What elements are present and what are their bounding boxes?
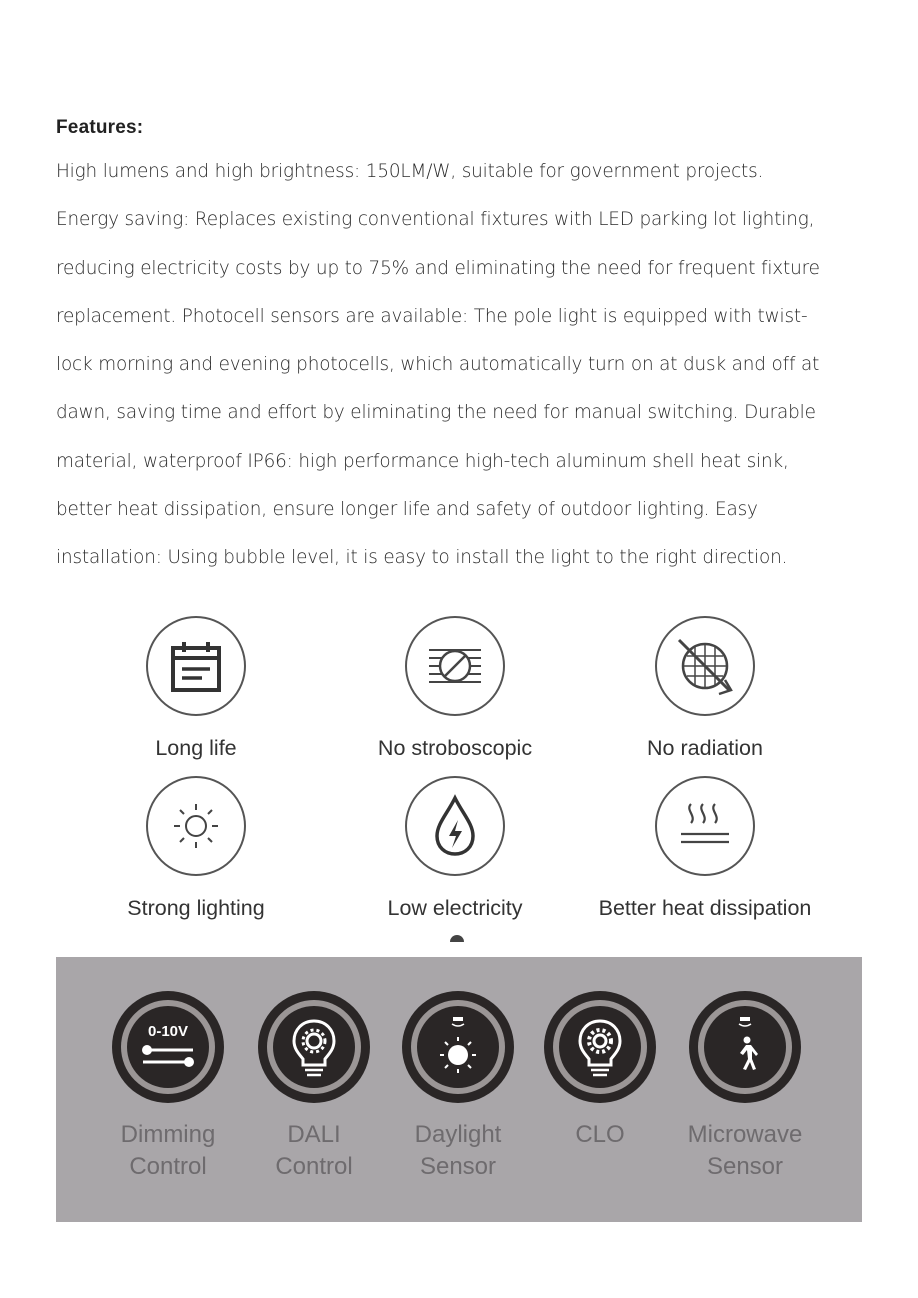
sun-icon (146, 776, 246, 876)
power-drop-icon (405, 776, 505, 876)
dali-bulb-icon (258, 991, 370, 1103)
benefit-label: Long life (155, 736, 237, 760)
benefit-label: Strong lighting (127, 896, 265, 920)
calendar-icon (146, 616, 246, 716)
features-title: Features: (56, 117, 144, 138)
benefit-no-stroboscopic (330, 616, 580, 762)
control-clo (525, 991, 675, 1151)
dimming-0-10v-icon (112, 991, 224, 1103)
features-line: material, waterproof IP66: high performance high-tech aluminum shell heat sink, (56, 450, 789, 472)
features-line: installation: Using bubble level, it is easy to install the light to the right direction. (56, 547, 788, 569)
control-dali (239, 991, 389, 1183)
control-dimming (93, 991, 243, 1183)
control-label: CLO (575, 1121, 625, 1148)
benefit-long-life (71, 616, 321, 762)
benefit-heat-dissipation (580, 776, 830, 922)
benefit-strong-lighting (71, 776, 321, 922)
control-label: Microwave Sensor (687, 1121, 803, 1180)
control-label: Dimming Control (120, 1121, 216, 1180)
features-line: dawn, saving time and effort by eliminating the need for manual switching. Durable (56, 402, 816, 424)
control-daylight-sensor (383, 991, 533, 1183)
control-label: DALI Control (275, 1121, 353, 1180)
features-line: replacement. Photocell sensors are available: The pole light is equipped with twist- (56, 305, 808, 327)
daylight-sensor-icon (402, 991, 514, 1103)
features-line: reducing electricity costs by up to 75% and eliminating the need for frequent fixture (56, 257, 820, 279)
benefit-no-radiation (580, 616, 830, 762)
benefit-low-electricity (330, 776, 580, 922)
microwave-sensor-icon (689, 991, 801, 1103)
decorative-dot (450, 935, 464, 942)
control-microwave-sensor (670, 991, 820, 1183)
benefit-label: No radiation (647, 736, 763, 760)
benefit-label: Better heat dissipation (598, 896, 812, 920)
heat-waves-icon (655, 776, 755, 876)
benefit-label: Low electricity (387, 896, 523, 920)
clo-bulb-icon (544, 991, 656, 1103)
control-options-panel (56, 957, 862, 1222)
badge-text: 0-10V (147, 1023, 189, 1040)
control-label: Daylight Sensor (414, 1121, 502, 1180)
benefit-label: No stroboscopic (377, 736, 533, 760)
features-line: High lumens and high brightness: 150LM/W, suitable for government projects. (56, 161, 764, 182)
features-text (56, 148, 856, 583)
features-line: better heat dissipation, ensure longer life and safety of outdoor lighting. Easy (56, 499, 758, 521)
features-section (56, 108, 856, 583)
features-line: Energy saving: Replaces existing conventional fixtures with LED parking lot lighting, (56, 209, 815, 231)
no-radiation-icon (655, 616, 755, 716)
no-flicker-icon (405, 616, 505, 716)
features-line: lock morning and evening photocells, which automatically turn on at dusk and off at (56, 354, 820, 376)
